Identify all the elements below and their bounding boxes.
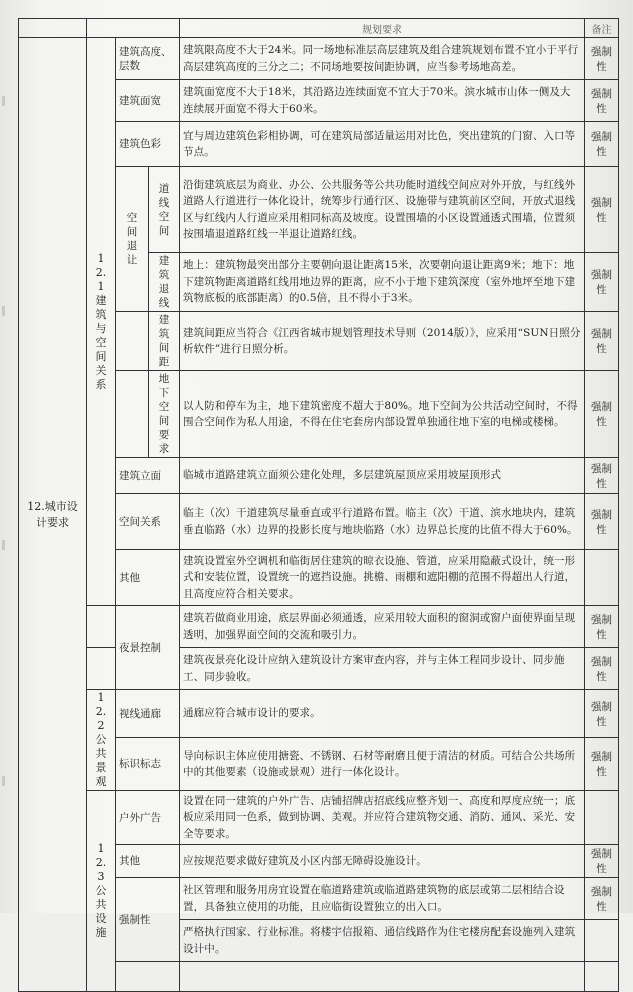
scan-mark [2, 96, 5, 106]
row-text: 设置在同一建筑的户外广告、店铺招牌店招底线应整齐划一、高度和厚度应统一；底板应采用同一色系，做到协调、美观。并应符合建筑物交通、消防、通风、采光、安全等要求。 [180, 791, 585, 845]
row-note: 强制性 [585, 122, 619, 167]
header-row [19, 19, 619, 38]
top-category-label: 12.城市设计要求 [27, 499, 78, 529]
header-blank-2 [87, 19, 180, 38]
table-row [19, 648, 619, 690]
row-text: 临主（次）干道建筑尽量垂直或平行道路布置。临主（次）干道、滨水地块内，建筑垂直临路（水）边界的投影长度与地块临路（水）边界总长度的比值不得大于60%。 [180, 494, 585, 550]
row-text: 地上：建筑物最突出部分主要朝向退让距离15米，次要朝向退让距离9米；地下：地下建筑物距离道路红线用地边界的距离，应不小于地下建筑深度（室外地坪至地下建筑物底板的底部距离）的0.5倍，且不得小于3米。 [180, 253, 585, 312]
header-main: 规划要求 [180, 19, 585, 38]
row-text: 建筑限高度不大于24米。同一场地标准层高层建筑及组合建筑规划布置不宜小于平行高层建筑高度的三分之二；不同场地要按间距协调，应当参考场地高差。 [180, 38, 585, 80]
row-note [585, 962, 619, 992]
row-text: 沿街建筑底层为商业、办公、公共服务等公共功能时道线空间应对外开放，与红线外道路人行道进行一体化设计，统筹步行通行区、设施带与建筑前区空间，开放式退线区与红线内人行道应采用相同标高及坡度。设置围墙的小区设置通透式围墙，位置须按围墙退道路红线一半退让道路红线。 [180, 167, 585, 253]
row-label: 标识标志 [116, 738, 180, 791]
row-note: 强制性 [585, 458, 619, 494]
row-note: 强制性 [585, 878, 619, 920]
row-label: 户外广告 [116, 791, 180, 845]
row-label [116, 962, 180, 992]
row-text: 导向标识主体应使用搪瓷、不锈钢、石材等耐磨且便于清洁的材质。可结合公共场所中的其他要素（设施或景观）进行一体化设计。 [180, 738, 585, 791]
row-note: 强制性 [585, 606, 619, 648]
row-note: 强制性 [585, 494, 619, 550]
row-label [149, 253, 180, 312]
blank-cell [87, 648, 116, 690]
row-note: 强制性 [585, 371, 619, 458]
table-row [19, 690, 619, 738]
row-text: 临城市道路建筑立面须公建化处理，多层建筑屋顶应采用坡屋顶形式 [180, 458, 585, 494]
row-text: 应按规范要求做好建筑及小区内部无障碍设施设计。 [180, 845, 585, 878]
planning-requirements-table [18, 18, 619, 992]
row-text: 以人防和停车为主，地下建筑密度不超大于80%。地下空间为公共活动空间时，不得围合空间作为私人用途，不得在住宅套房内部设置单独通往地下室的电梯或楼梯。 [180, 371, 585, 458]
row-text: 建筑间距应当符合《江西省城市规划管理技术导则（2014版）》，应采用“SUN日照分析软件”进行日照分析。 [180, 312, 585, 371]
row-label-text: 道线空间 [158, 182, 170, 237]
row-note: 强制性 [585, 690, 619, 738]
row-text: 严格执行国家、行业标准。将楼宇信报箱、通信线路作为住宅楼房配套设施列入建筑设计中。 [180, 920, 585, 962]
row-label: 其他 [116, 550, 180, 606]
row-label [149, 167, 180, 253]
scan-mark [2, 540, 5, 550]
row-label: 建筑高度、层数 [116, 38, 180, 80]
scan-mark [2, 306, 5, 316]
row-note [585, 791, 619, 845]
row-label: 建筑立面 [116, 458, 180, 494]
row-note: 强制性 [585, 845, 619, 878]
row-note: 强制性 [585, 80, 619, 122]
section-label: 12.1 建筑与空间关系 [95, 251, 107, 391]
section-12-2 [87, 690, 116, 791]
row-note: 强制性 [585, 738, 619, 791]
table-row [19, 38, 619, 80]
header-note: 备注 [585, 19, 619, 38]
top-category [19, 38, 87, 992]
row-note: 强制性 [585, 167, 619, 253]
table-row [19, 791, 619, 845]
table-row [19, 606, 619, 648]
row-text: 建筑设置室外空调机和临街居住建筑的晾衣设施、管道，应采用隐蔽式设计，统一形式和安装位置，设置统一的遮挡设施。挑檐、雨棚和遮阳棚的范围不得超出人行道，且高度应符合相关要求。 [180, 550, 585, 606]
row-note [585, 550, 619, 606]
row-text: 社区管理和服务用房宜设置在临道路建筑或临道路建筑物的底层或第二层相结合设置，具备独立使用的功能，且应临街设置独立的出入口。 [180, 878, 585, 920]
section-12-1 [87, 38, 116, 606]
blank-cell [87, 606, 116, 648]
section-12-3 [87, 791, 116, 992]
row-note [585, 920, 619, 962]
row-label [149, 371, 180, 458]
row-label: 其他 [116, 845, 180, 878]
row-label-text: 地下空间要求 [158, 373, 170, 455]
row-text: 建筑夜景亮化设计应纳入建筑设计方案审查内容，并与主体工程同步设计、同步施工、同步验收。 [180, 648, 585, 690]
section-label: 12.2 公共景观 [95, 691, 107, 788]
row-text: 建筑面宽度不大于18米，其沿路边连续面宽不宜大于70米。滨水城市山体一侧及大连续展开面宽不得大于60米。 [180, 80, 585, 122]
row-label: 建筑色彩 [116, 122, 180, 167]
blank-cell [116, 371, 149, 458]
blank-cell [116, 312, 149, 371]
scan-mark [2, 776, 5, 786]
row-text [180, 962, 585, 992]
row-text: 宜与周边建筑色彩相协调，可在建筑局部适量运用对比色，突出建筑的门窗、入口等节点。 [180, 122, 585, 167]
row-label-text: 建筑间距 [158, 314, 170, 368]
group-label: 空间退让 [126, 212, 138, 266]
row-label-text: 建筑退线 [158, 255, 170, 309]
header-blank-1 [19, 19, 87, 38]
row-label [149, 312, 180, 371]
row-note: 强制性 [585, 38, 619, 80]
row-label: 空间关系 [116, 494, 180, 550]
row-label: 视线通廊 [116, 690, 180, 738]
row-label: 强制性 [116, 878, 180, 962]
section-label: 12.3 公共设施 [95, 842, 107, 939]
row-note: 强制性 [585, 253, 619, 312]
row-label: 建筑面宽 [116, 80, 180, 122]
group-space-setback [116, 167, 149, 312]
row-note: 强制性 [585, 648, 619, 690]
row-label: 夜景控制 [116, 606, 180, 690]
row-note: 强制性 [585, 312, 619, 371]
row-text: 建筑若做商业用途，底层界面必须通透，应采用较大面积的窗洞或窗户面使界面呈现透明，加强界面空间的交流和吸引力。 [180, 606, 585, 648]
row-text: 通廊应符合城市设计的要求。 [180, 690, 585, 738]
